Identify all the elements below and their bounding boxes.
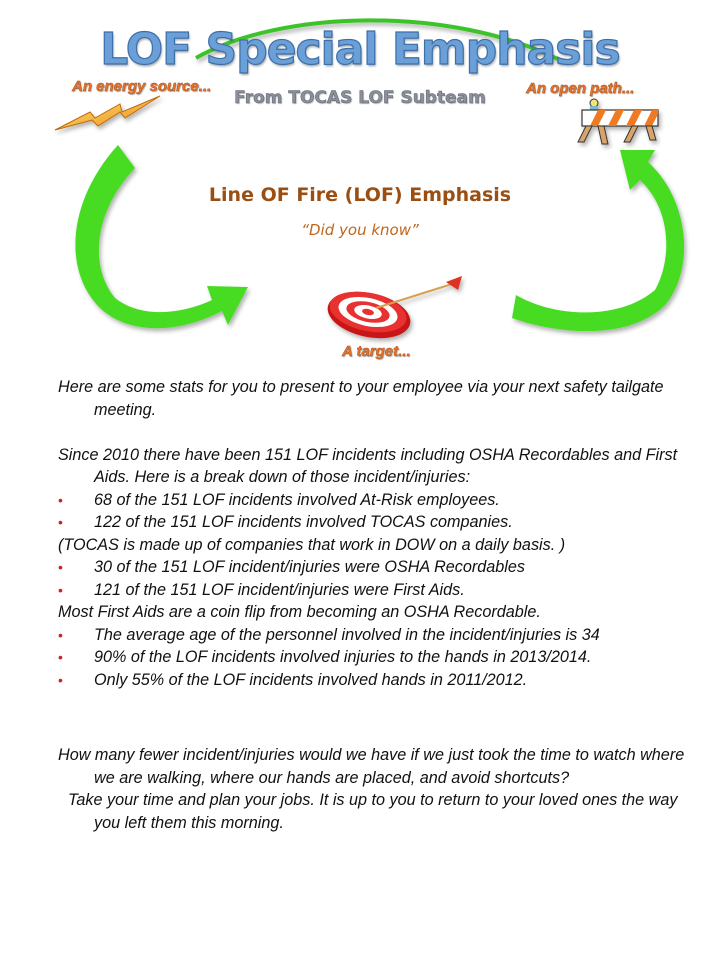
bullet-icon: •	[58, 559, 63, 575]
bullet-icon: •	[58, 514, 63, 530]
caption-target: A target...	[342, 343, 411, 360]
since-2010-paragraph: Since 2010 there have been 151 LOF incidents including OSHA Recordables and First Aids. Here is a break down of those incident/injuries:	[58, 445, 678, 486]
bullet-icon: •	[58, 581, 63, 598]
tocas-note: (TOCAS is made up of companies that work in DOW on a daily basis. )	[58, 535, 566, 554]
closing-paragraph: Take your time and plan your jobs. It is up to you to return to your loved ones the way you left them this morning.	[68, 791, 678, 832]
question-paragraph: How many fewer incident/injuries would we have if we just took the time to watch where we are walking, where our hands are placed, and avoid shortcuts?	[58, 746, 685, 787]
bullet-icon: •	[58, 491, 63, 508]
stat-bullet: • 68 of the 151 LOF incidents involved At-Risk employees.	[58, 489, 708, 512]
section-heading: Line OF Fire (LOF) Emphasis	[208, 184, 512, 206]
coin-flip-note: Most First Aids are a coin flip from becoming an OSHA Recordable.	[58, 603, 541, 621]
stat-bullet: • 121 of the 151 LOF incident/injuries were First Aids.	[58, 579, 708, 602]
right-curved-arrow-icon	[512, 150, 684, 331]
bullet-icon: •	[58, 649, 63, 665]
bullet-icon: •	[58, 671, 63, 688]
stat-bullet: • The average age of the personnel involved in the incident/injuries is 34	[58, 624, 708, 647]
stat-bullet: • 90% of the LOF incidents involved injuries to the hands in 2013/2014.	[58, 646, 708, 669]
caption-energy-source: An energy source...	[72, 78, 212, 95]
bullet-icon: •	[58, 626, 63, 643]
stat-bullet: • 30 of the 151 LOF incident/injuries were OSHA Recordables	[58, 556, 708, 579]
intro-paragraph: Here are some stats for you to present to your employee via your next safety tailgate meeting.	[58, 378, 664, 419]
subtitle: From TOCAS LOF Subteam	[234, 88, 486, 108]
stat-bullet: • Only 55% of the LOF incidents involved hands in 2011/2012.	[58, 669, 708, 692]
main-title: LOF Special Emphasis	[100, 24, 620, 75]
section-tagline: “Did you know”	[301, 221, 419, 239]
bullseye-target-icon	[323, 276, 462, 345]
stats-body	[58, 376, 708, 834]
caption-open-path: An open path...	[526, 80, 635, 97]
stat-bullet: • 122 of the 151 LOF incidents involved TOCAS companies.	[58, 511, 708, 534]
